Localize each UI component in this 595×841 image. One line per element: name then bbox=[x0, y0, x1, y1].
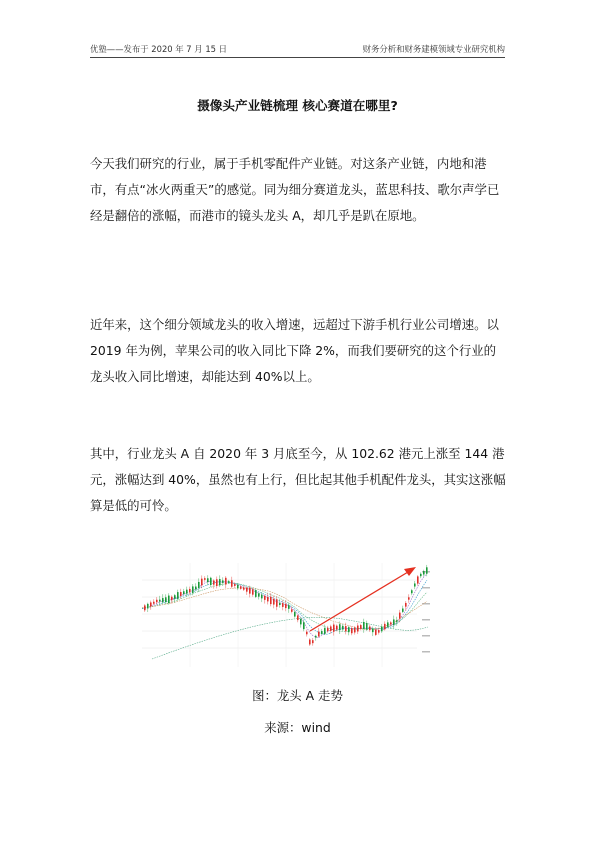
candlestick-body bbox=[261, 595, 263, 599]
candlestick-body bbox=[222, 580, 224, 582]
candlestick-body bbox=[348, 627, 350, 632]
candlestick-body bbox=[363, 622, 365, 629]
paragraph: 其中，行业龙头 A 自 2020 年 3 月底至今，从 102.62 港元上涨至 144 港元，涨幅达到 40%，虽然也有上行，但比起其他手机配件龙头，其实这涨幅算是低的可怜。 bbox=[90, 446, 506, 513]
header-publish-info: 优塾——发布于 2020 年 7 月 15 日 bbox=[90, 44, 228, 54]
candlestick-body bbox=[231, 580, 233, 586]
candlestick-body bbox=[390, 622, 392, 624]
candlestick-body bbox=[315, 636, 317, 638]
candlestick-body bbox=[306, 632, 308, 635]
chart-grid bbox=[142, 563, 430, 667]
candlestick-body bbox=[288, 605, 290, 609]
candlestick-body bbox=[189, 589, 191, 592]
candlestick-body bbox=[345, 626, 347, 631]
candlestick-body bbox=[156, 600, 158, 602]
candlestick-body bbox=[387, 622, 389, 626]
figure-caption: 图：龙头 A 走势 bbox=[252, 688, 343, 703]
candlestick-body bbox=[186, 590, 188, 594]
stock-trend-chart-image bbox=[142, 563, 435, 671]
candlestick-body bbox=[213, 581, 215, 585]
candlestick-body bbox=[366, 623, 368, 630]
candlestick-body bbox=[237, 585, 239, 589]
candlestick-body bbox=[402, 609, 404, 612]
candlestick-body bbox=[246, 588, 248, 592]
axis-tick-label bbox=[422, 619, 430, 621]
page-header bbox=[90, 40, 505, 58]
candlestick-body bbox=[165, 597, 167, 602]
candlestick-body bbox=[303, 622, 305, 629]
candlestick-body bbox=[318, 632, 320, 637]
paragraph: 近年来，这个细分领域龙头的收入增速，远超过下游手机行业公司增速。以 2019 年为例，苹果公司的收入同比下降 2%，而我们要研究的这个行业的龙头收入同比增速，却能达到 40%以上。 bbox=[90, 317, 499, 384]
candlestick-body bbox=[267, 597, 269, 601]
candlestick-body bbox=[339, 624, 341, 630]
candlestick-body bbox=[336, 626, 338, 630]
candlestick-body bbox=[411, 590, 413, 593]
candlestick-body bbox=[405, 603, 407, 607]
candlestick-body bbox=[360, 625, 362, 629]
candlestick-body bbox=[171, 597, 173, 600]
candlestick-body bbox=[399, 613, 401, 619]
candlestick-body bbox=[204, 578, 206, 580]
candlestick-body bbox=[327, 628, 329, 631]
candlestick-body bbox=[159, 600, 161, 602]
article-title: 摄像头产业链梳理 核心赛道在哪里? bbox=[197, 98, 398, 113]
candlestick-body bbox=[354, 628, 356, 633]
candlestick-body bbox=[162, 598, 164, 602]
candlestick-body bbox=[276, 599, 278, 606]
candlestick-body bbox=[147, 604, 149, 609]
candlestick-body bbox=[384, 624, 386, 629]
candlestick-body bbox=[168, 596, 170, 603]
candlestick-body bbox=[357, 626, 359, 632]
candlestick-body bbox=[342, 626, 344, 630]
candlestick-body bbox=[153, 602, 155, 604]
candlestick-body bbox=[183, 591, 185, 594]
candlestick-body bbox=[321, 631, 323, 634]
figure-source: 来源：wind bbox=[264, 720, 331, 735]
candlestick-body bbox=[378, 630, 380, 632]
axis-tick-label bbox=[422, 587, 430, 589]
candlestick-body bbox=[234, 584, 236, 586]
candlestick-body bbox=[300, 619, 302, 624]
candlestick-body bbox=[150, 602, 152, 606]
candlestick-body bbox=[198, 582, 200, 588]
candlestick-body bbox=[417, 576, 419, 583]
candlestick-body bbox=[228, 581, 230, 583]
candlestick-body bbox=[252, 589, 254, 594]
trend-arrow-head bbox=[404, 567, 416, 576]
candlestick-body bbox=[174, 595, 176, 599]
candlestick-body bbox=[330, 626, 332, 630]
candlestick-body bbox=[255, 590, 257, 597]
candlestick-body bbox=[273, 599, 275, 605]
axis-tick-label bbox=[422, 651, 430, 653]
candlestick-body bbox=[249, 588, 251, 594]
candlestick-body bbox=[420, 574, 422, 576]
moving-average-line bbox=[152, 617, 428, 659]
candlestick-body bbox=[207, 578, 209, 582]
candlestick-body bbox=[258, 593, 260, 596]
candlestick-body bbox=[285, 604, 287, 608]
header-organization: 财务分析和财务建模领域专业研究机构 bbox=[362, 44, 505, 54]
candlestick-body bbox=[312, 640, 314, 643]
candlestick-body bbox=[240, 587, 242, 589]
candlestick-body bbox=[201, 579, 203, 586]
candlestick-body bbox=[282, 603, 284, 607]
candlestick-body bbox=[423, 571, 425, 574]
candlestick-body bbox=[177, 592, 179, 599]
candlestick-body bbox=[309, 640, 311, 645]
candlestick-body bbox=[372, 629, 374, 633]
candlestick-body bbox=[270, 597, 272, 604]
candlestick-body bbox=[291, 609, 293, 611]
candlestick-body bbox=[375, 630, 377, 635]
candlestick-body bbox=[195, 587, 197, 590]
candlestick-body bbox=[219, 579, 221, 585]
candlestick-body bbox=[396, 620, 398, 622]
paragraph: 今天我们研究的行业，属于手机零配件产业链。对这条产业链，内地和港市，有点“冰火两重天”的感觉。同为细分赛道龙头，蓝思科技、歌尔声学已经是翻倍的涨幅，而港市的镜头龙头 A，却几乎是趴在原地。 bbox=[90, 156, 500, 223]
candlestick-body bbox=[225, 578, 227, 585]
candlestick-body bbox=[324, 628, 326, 634]
candlestick-body bbox=[264, 596, 266, 600]
candlestick-body bbox=[381, 627, 383, 632]
candlestick-body bbox=[333, 625, 335, 632]
candlestick-body bbox=[297, 616, 299, 621]
axis-tick-label bbox=[422, 635, 430, 637]
candlestick-body bbox=[408, 597, 410, 599]
candlestick-body bbox=[369, 627, 371, 631]
candlestick-body bbox=[414, 583, 416, 586]
candlestick-body bbox=[243, 588, 245, 590]
candlestick-body bbox=[180, 592, 182, 596]
candlestick-body bbox=[279, 603, 281, 605]
candlestick-body bbox=[426, 567, 428, 573]
candlestick-body bbox=[210, 578, 212, 585]
candlestick-body bbox=[294, 612, 296, 617]
candlestick-body bbox=[216, 579, 218, 586]
chart-uptrend-arrow bbox=[310, 567, 416, 631]
candlestick-body bbox=[192, 586, 194, 593]
candlestick-body bbox=[393, 619, 395, 625]
candlestick-body bbox=[351, 628, 353, 633]
candlestick-body bbox=[144, 605, 146, 610]
